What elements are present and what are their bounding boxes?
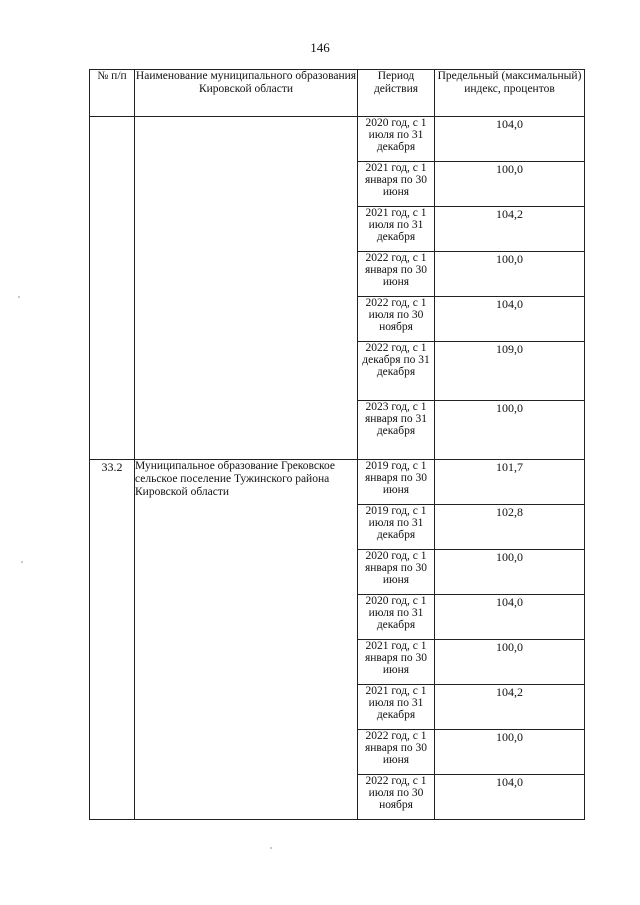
index-value-cell: 100,0 (435, 550, 585, 595)
period-cell: 2020 год, с 1 января по 30 июня (358, 550, 435, 595)
row-number-cell (90, 117, 135, 460)
index-value-cell: 104,2 (435, 207, 585, 252)
period-cell: 2022 год, с 1 января по 30 июня (358, 252, 435, 297)
tariff-index-table (89, 69, 585, 820)
index-value-cell: 109,0 (435, 342, 585, 401)
index-value-cell: 100,0 (435, 730, 585, 775)
index-value-cell: 104,0 (435, 117, 585, 162)
header-period: Период действия (358, 70, 435, 117)
header-num: № п/п (90, 70, 135, 117)
index-value-cell: 104,2 (435, 685, 585, 730)
page-number: 146 (310, 40, 330, 55)
period-cell: 2021 год, с 1 января по 30 июня (358, 640, 435, 685)
period-cell: 2019 год, с 1 января по 30 июня (358, 460, 435, 505)
period-cell: 2022 год, с 1 июля по 30 ноября (358, 297, 435, 342)
period-cell: 2020 год, с 1 июля по 31 декабря (358, 117, 435, 162)
table-row (90, 460, 585, 505)
municipality-name-cell (135, 117, 358, 460)
table-header-row (90, 70, 585, 117)
index-value-cell: 100,0 (435, 401, 585, 460)
header-name: Наименование муниципального образования Кировской области (135, 70, 358, 117)
scan-dot (21, 561, 23, 563)
index-value-cell: 104,0 (435, 595, 585, 640)
row-number-cell: 33.2 (90, 460, 135, 820)
period-cell: 2021 год, с 1 июля по 31 декабря (358, 685, 435, 730)
index-value-cell: 104,0 (435, 775, 585, 820)
index-value-cell: 100,0 (435, 162, 585, 207)
index-value-cell: 100,0 (435, 252, 585, 297)
period-cell: 2019 год, с 1 июля по 31 декабря (358, 505, 435, 550)
scan-dot (18, 296, 20, 298)
scan-dot (270, 847, 272, 849)
index-value-cell: 101,7 (435, 460, 585, 505)
period-cell: 2021 год, с 1 июля по 31 декабря (358, 207, 435, 252)
index-value-cell: 104,0 (435, 297, 585, 342)
period-cell: 2021 год, с 1 января по 30 июня (358, 162, 435, 207)
index-value-cell: 100,0 (435, 640, 585, 685)
period-cell: 2022 год, с 1 января по 30 июня (358, 730, 435, 775)
header-index: Предельный (максимальный) индекс, процентов (435, 70, 585, 117)
index-value-cell: 102,8 (435, 505, 585, 550)
period-cell: 2022 год, с 1 июля по 30 ноября (358, 775, 435, 820)
table-row (90, 117, 585, 162)
period-cell: 2022 год, с 1 декабря по 31 декабря (358, 342, 435, 401)
period-cell: 2020 год, с 1 июля по 31 декабря (358, 595, 435, 640)
period-cell: 2023 год, с 1 января по 31 декабря (358, 401, 435, 460)
municipality-name-cell: Муниципальное образование Грековское сельское поселение Тужинского района Кировской области (135, 460, 358, 820)
table-body (90, 117, 585, 820)
